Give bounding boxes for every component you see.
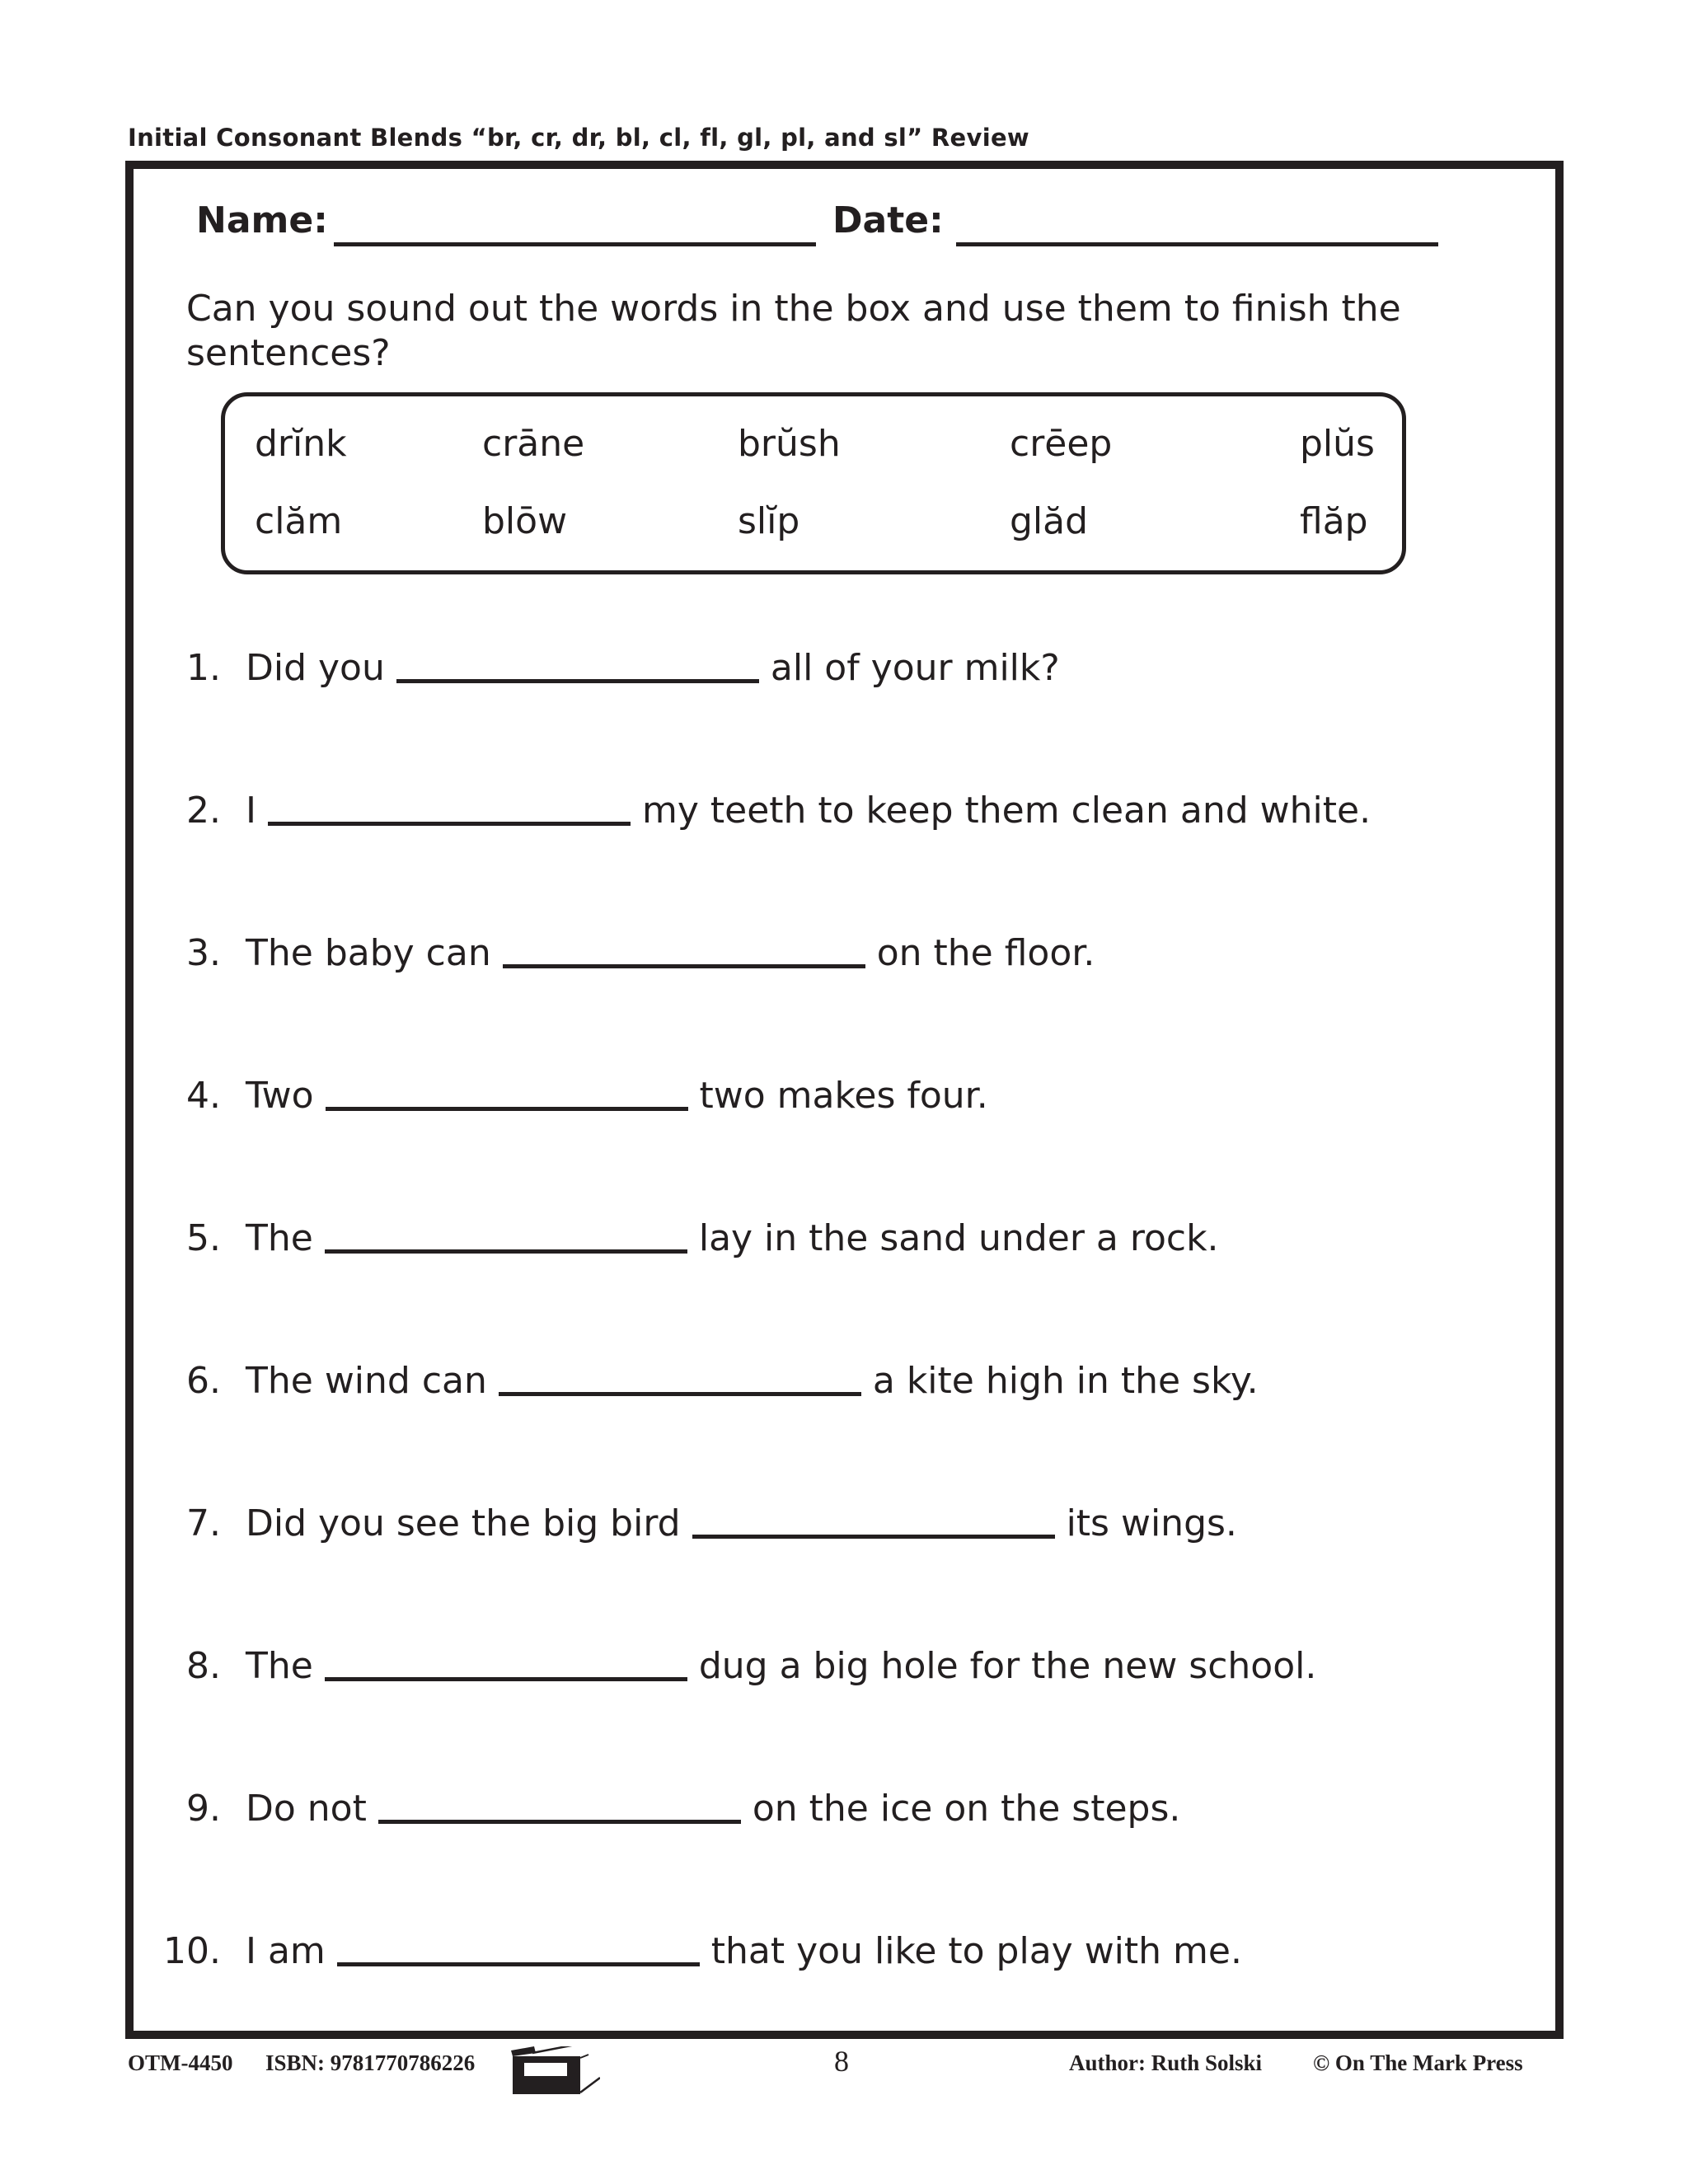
- answer-blank[interactable]: [325, 1677, 687, 1681]
- question-row: [0, 1645, 1484, 1694]
- question-number: 3.: [186, 932, 221, 974]
- word-bank-item: brŭsh: [738, 423, 841, 465]
- question-number: 5.: [186, 1217, 221, 1259]
- answer-blank[interactable]: [499, 1392, 861, 1396]
- question-text-before: Did you see the big bird: [246, 1502, 681, 1544]
- question-number: 9.: [186, 1788, 221, 1830]
- answer-blank[interactable]: [326, 1107, 688, 1111]
- page-footer: [0, 2042, 1688, 2092]
- word-bank-item: crēep: [1010, 423, 1113, 465]
- copyright: © On The Mark Press: [1313, 2050, 1523, 2075]
- name-label: Name:: [196, 199, 328, 241]
- product-code: OTM-4450: [128, 2050, 233, 2075]
- question-text-after: that you like to play with me.: [710, 1930, 1242, 1972]
- question-row: [0, 1360, 1484, 1409]
- question-text-before: The wind can: [246, 1360, 487, 1402]
- word-bank-item: drĭnk: [255, 423, 347, 465]
- question-row: [0, 932, 1484, 982]
- answer-blank[interactable]: [692, 1535, 1055, 1539]
- word-bank-item: slĭp: [738, 500, 800, 542]
- isbn: ISBN: 9781770786226: [265, 2050, 476, 2075]
- word-bank-item: crāne: [482, 423, 585, 465]
- word-bank-item: flăp: [1300, 500, 1368, 542]
- question-number: 7.: [186, 1502, 221, 1544]
- question-row: [0, 1217, 1484, 1267]
- word-bank-item: blōw: [482, 500, 568, 542]
- question-text-before: Do not: [246, 1788, 367, 1830]
- question-text-after: on the floor.: [876, 932, 1095, 974]
- word-bank-item: plŭs: [1300, 423, 1375, 465]
- question-number: 8.: [186, 1645, 221, 1687]
- answer-blank[interactable]: [337, 1962, 700, 1966]
- question-text-after: lay in the sand under a rock.: [698, 1217, 1219, 1259]
- question-row: [0, 790, 1484, 839]
- answer-blank[interactable]: [396, 679, 759, 683]
- answer-blank[interactable]: [378, 1820, 741, 1824]
- instructions: Can you sound out the words in the box and use them to finish the sentences?: [186, 288, 1401, 374]
- word-bank-item: glăd: [1010, 500, 1089, 542]
- answer-blank[interactable]: [503, 964, 865, 968]
- question-text-after: two makes four.: [699, 1075, 988, 1117]
- question-text-before: The: [246, 1645, 313, 1687]
- question-text-before: Did you: [246, 647, 385, 689]
- worksheet-header-title: Initial Consonant Blends “br, cr, dr, bl, cl, fl, gl, pl, and sl” Review: [128, 124, 1030, 152]
- question-text-after: its wings.: [1066, 1502, 1237, 1544]
- answer-blank[interactable]: [325, 1249, 687, 1254]
- question-number: 4.: [186, 1075, 221, 1117]
- question-number: 6.: [186, 1360, 221, 1402]
- question-row: [0, 1502, 1484, 1552]
- question-text-after: my teeth to keep them clean and white.: [641, 790, 1372, 832]
- author: Author: Ruth Solski: [1069, 2050, 1263, 2075]
- question-text-after: on the ice on the steps.: [752, 1788, 1181, 1830]
- question-text-before: The: [246, 1217, 313, 1259]
- answer-blank[interactable]: [268, 822, 631, 826]
- question-number: 10.: [163, 1930, 221, 1972]
- name-field[interactable]: [334, 242, 816, 246]
- photocopier-icon: [509, 2046, 600, 2096]
- word-bank-box: [221, 392, 1406, 574]
- question-text-before: The baby can: [246, 932, 491, 974]
- question-row: [0, 1075, 1484, 1124]
- question-text-after: dug a big hole for the new school.: [698, 1645, 1317, 1687]
- question-row: [0, 1788, 1484, 1837]
- question-text-before: I am: [246, 1930, 326, 1972]
- question-number: 1.: [186, 647, 221, 689]
- page-number: 8: [834, 2045, 849, 2078]
- question-text-after: all of your milk?: [770, 647, 1060, 689]
- word-bank-item: clăm: [255, 500, 343, 542]
- date-label: Date:: [832, 199, 944, 241]
- question-row: [0, 647, 1484, 696]
- question-text-after: a kite high in the sky.: [872, 1360, 1259, 1402]
- question-text-before: Two: [246, 1075, 314, 1117]
- question-text-before: I: [246, 790, 256, 832]
- question-number: 2.: [186, 790, 221, 832]
- question-row: [0, 1930, 1484, 1980]
- date-field[interactable]: [956, 242, 1438, 246]
